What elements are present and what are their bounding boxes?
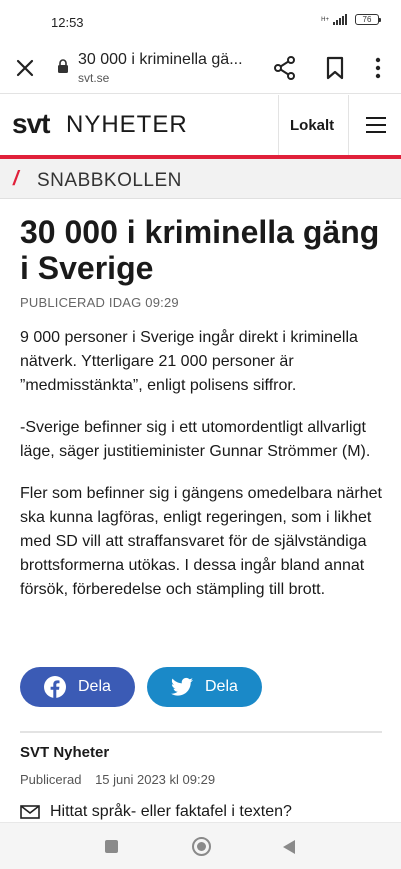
lokalt-link[interactable]: Lokalt [290, 117, 335, 134]
published-label: Publicerad [20, 772, 82, 787]
article-published-time: PUBLICERAD IDAG 09:29 [20, 295, 179, 310]
report-error-text: Hittat språk- eller faktafel i texten? [50, 803, 292, 820]
home-icon[interactable] [192, 837, 211, 856]
twitter-share-button[interactable] [147, 667, 262, 707]
section-band [0, 159, 401, 199]
browser-toolbar [0, 44, 401, 94]
facebook-share-label: Dela [78, 678, 111, 695]
report-error-link[interactable] [20, 803, 292, 821]
article-headline: 30 000 i kriminella gäng i Sverige [20, 214, 380, 286]
lock-icon [57, 59, 69, 73]
status-time: 12:53 [51, 15, 84, 30]
header-divider [278, 95, 279, 155]
header-divider [348, 95, 349, 155]
close-icon[interactable] [14, 57, 36, 79]
article-paragraph: -Sverige befinner sig i ett utomordentligt allvarligt läge, säger justitieminister Gunnar Strömmer (M). [20, 419, 371, 460]
footer-separator [20, 731, 382, 733]
mail-icon [20, 805, 40, 819]
nyheter-logo-text[interactable]: NYHETER [66, 111, 188, 138]
status-bar [0, 0, 401, 44]
article-paragraph: Fler som befinner sig i gängens omedelbara närhet ska kunna lagföras, enligt regeringen, som i likhet med SD vill att straffansvaret för de självständiga brottsformerna utökas. I dessa ingår bland annat försök, förberedelse och stämpling till brott. [20, 485, 382, 598]
share-buttons [20, 667, 262, 707]
twitter-share-label: Dela [205, 678, 238, 695]
battery-icon: 76 [355, 14, 379, 25]
published-date: 15 juni 2023 kl 09:29 [95, 772, 216, 787]
site-header [0, 95, 401, 155]
recents-icon[interactable] [105, 840, 118, 853]
hamburger-icon[interactable] [366, 117, 386, 133]
source-name: SVT Nyheter [20, 744, 110, 761]
page-title[interactable]: 30 000 i kriminella gä... [78, 51, 243, 68]
status-icons [321, 14, 379, 25]
more-vert-icon[interactable] [368, 56, 388, 80]
android-nav-bar [0, 822, 401, 869]
section-slash-mark: / [13, 168, 19, 190]
facebook-icon [44, 676, 66, 698]
signal-icon [333, 14, 347, 25]
page-domain[interactable]: svt.se [78, 71, 110, 85]
article-paragraph: 9 000 personer i Sverige ingår direkt i kriminella nätverk. Ytterligare 21 000 personer är ”medmisstänkta”, enligt polisens siffror. [20, 329, 358, 394]
svt-logo[interactable]: svt [12, 108, 50, 139]
twitter-icon [171, 676, 193, 698]
network-type-label: H+ [321, 16, 329, 23]
share-icon[interactable] [274, 56, 296, 80]
back-icon[interactable] [283, 840, 295, 854]
article-body [20, 326, 385, 620]
bookmark-icon[interactable] [325, 56, 345, 80]
facebook-share-button[interactable] [20, 667, 135, 707]
published-full [20, 772, 215, 787]
section-label[interactable]: SNABBKOLLEN [37, 170, 182, 191]
